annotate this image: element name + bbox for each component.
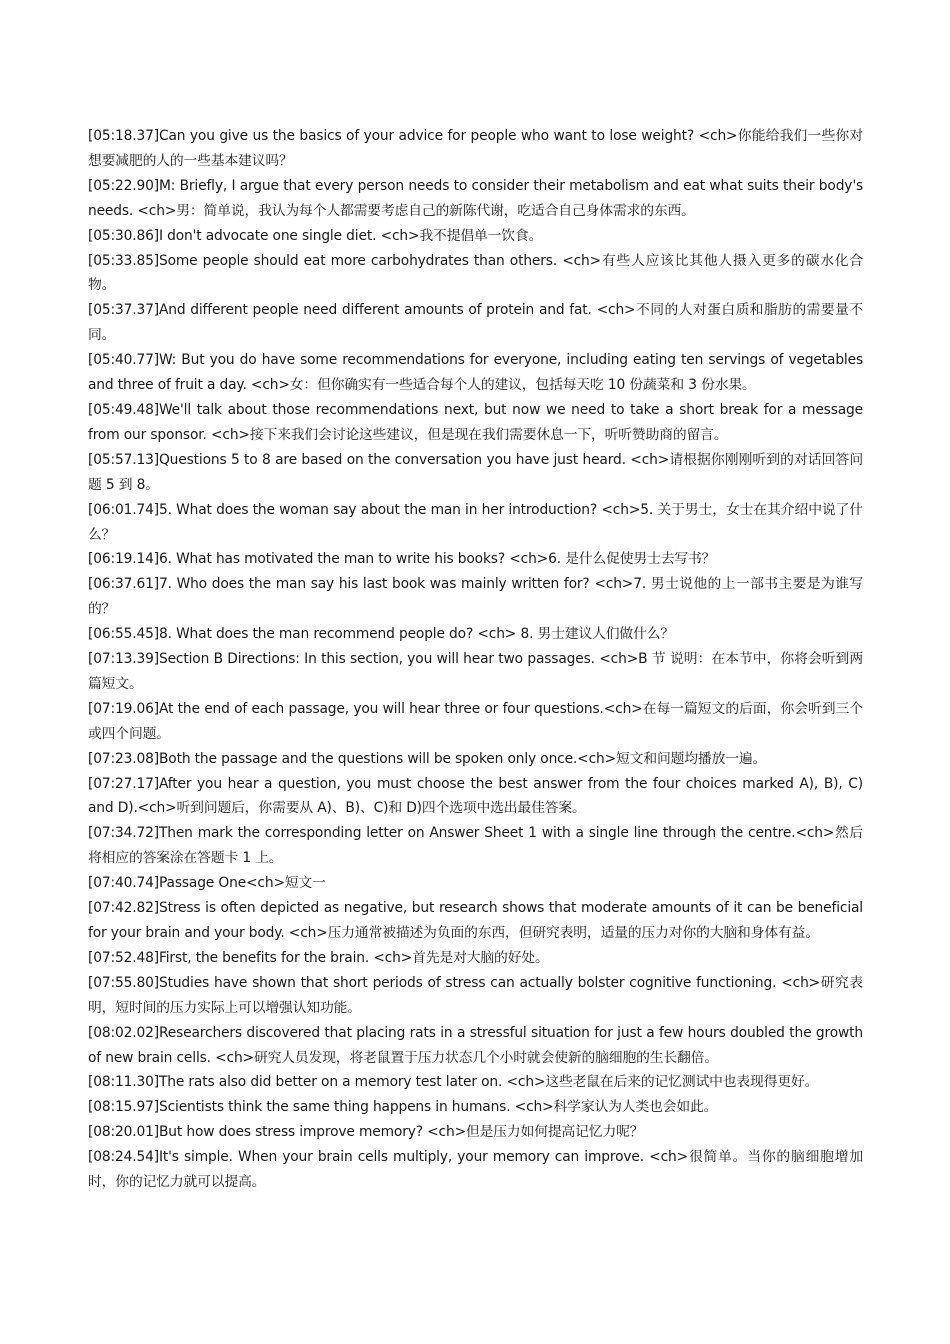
transcript-line: [08:24.54]It's simple. When your brain cells multiply, your memory can improve. <ch>很简单。当你的脑细胞增加时，你的记忆力就可以提高。 <box>88 1149 863 1191</box>
transcript-line: [07:40.74]Passage One<ch>短文一 <box>88 875 326 892</box>
transcript-line: [08:15.97]Scientists think the same thing happens in humans. <ch>科学家认为人类也会如此。 <box>88 1099 718 1116</box>
transcript-line: [06:37.61]7. Who does the man say his last book was mainly written for? <ch>7. 男士说他的上一部书主要是为谁写的？ <box>88 576 863 618</box>
transcript-line: [05:30.86]I don't advocate one single diet. <ch>我不提倡单一饮食。 <box>88 227 543 244</box>
transcript-line: [05:40.77]W: But you do have some recommendations for everyone, including eating ten servings of vegetables and three of fruit a day. <ch>女：但你确实有一些适合每个人的建议，包括每天吃 10 份蔬菜和 3 份水果。 <box>88 352 863 394</box>
transcript-line: [08:02.02]Researchers discovered that placing rats in a stressful situation for just a few hours doubled the growth of new brain cells. <ch>研究人员发现，将老鼠置于压力状态几个小时就会使新的脑细胞的生长翻倍。 <box>88 1024 863 1066</box>
transcript-line: [05:18.37]Can you give us the basics of your advice for people who want to lose weight? <ch>你能给我们一些你对想要减肥的人的一些基本建议吗？ <box>88 128 863 169</box>
transcript-line: [07:34.72]Then mark the corresponding letter on Answer Sheet 1 with a single line through the centre.<ch>然后将相应的答案涂在答题卡 1 上。 <box>88 825 863 867</box>
transcript-line: [07:42.82]Stress is often depicted as negative, but research shows that moderate amounts of it can be beneficial for your brain and your body. <ch>压力通常被描述为负面的东西，但研究表明，适量的压力对你的大脑和身体有益。 <box>88 900 863 941</box>
transcript-line: [05:37.37]And different people need different amounts of protein and fat. <ch>不同的人对蛋白质和脂肪的需要量不同。 <box>88 302 863 344</box>
transcript-line: [07:19.06]At the end of each passage, you will hear three or four questions.<ch>在每一篇短文的后面，你会听到三个或四个问题。 <box>88 700 863 742</box>
transcript-line: [05:22.90]M: Briefly, I argue that every person needs to consider their metabolism and eat what suits their body's needs. <ch>男：简单说，我认为每个人都需要考虑自己的新陈代谢，吃适合自己身体需求的东西。 <box>88 177 863 219</box>
transcript-line: [06:19.14]6. What has motivated the man to write his books? <ch>6. 是什么促使男士去写书？ <box>88 551 716 568</box>
transcript-line: [05:49.48]We'll talk about those recommendations next, but now we need to take a short break for a message from our sponsor. <ch>接下来我们会讨论这些建议，但是现在我们需要休息一下，听听赞助商的留言。 <box>88 401 863 443</box>
transcript-line: [05:57.13]Questions 5 to 8 are based on the conversation you have just heard. <ch>请根据你刚刚听到的对话回答问题 5 到 8。 <box>88 451 863 493</box>
transcript-line: [07:13.39]Section B Directions: In this section, you will hear two passages. <ch>B 节 说明：在本节中，你将会听到两篇短文。 <box>88 651 863 692</box>
transcript-line: [07:23.08]Both the passage and the questions will be spoken only once.<ch>短文和问题均播放一遍。 <box>88 750 767 767</box>
transcript-line: [07:27.17]After you hear a question, you must choose the best answer from the four choices marked A), B), C) and D).<ch>听到问题后，你需要从 A)、B)、C)和 D)四个选项中选出最佳答案。 <box>88 775 863 817</box>
transcript-page <box>88 124 863 1195</box>
transcript-line: [07:52.48]First, the benefits for the brain. <ch>首先是对大脑的好处。 <box>88 949 549 966</box>
transcript-line: [08:11.30]The rats also did better on a memory test later on. <ch>这些老鼠在后来的记忆测试中也表现得更好。 <box>88 1074 819 1091</box>
transcript-line: [07:55.80]Studies have shown that short periods of stress can actually bolster cognitive functioning. <ch>研究表明，短时间的压力实际上可以增强认知功能。 <box>88 974 863 1016</box>
transcript-line: [06:01.74]5. What does the woman say about the man in her introduction? <ch>5. 关于男士，女士在其介绍中说了什么？ <box>88 501 863 543</box>
transcript-line: [08:20.01]But how does stress improve memory? <ch>但是压力如何提高记忆力呢？ <box>88 1124 644 1141</box>
transcript-line: [06:55.45]8. What does the man recommend people do? <ch> 8. 男士建议人们做什么？ <box>88 626 675 643</box>
transcript-line: [05:33.85]Some people should eat more carbohydrates than others. <ch>有些人应该比其他人摄入更多的碳水化合物。 <box>88 252 863 294</box>
